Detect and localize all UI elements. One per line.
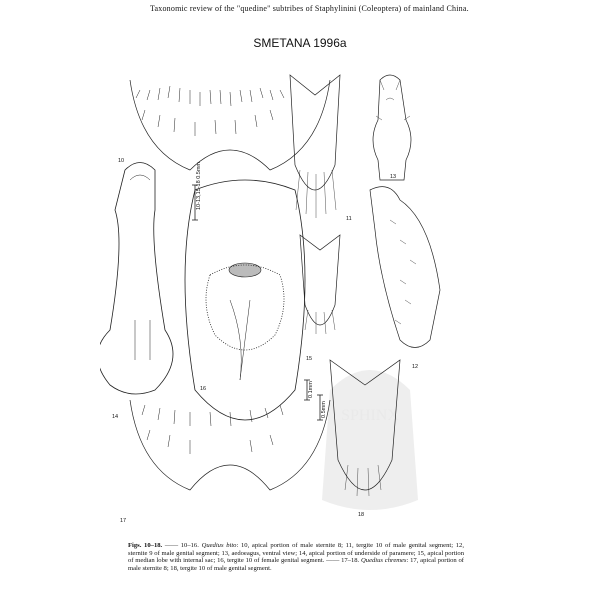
caption-species-2: Quedius chremes (361, 557, 407, 565)
figure-label-11: 11 (346, 216, 352, 222)
figure-label-16: 15 (306, 356, 313, 362)
plate-subtitle: SMETANA 1996a (253, 36, 347, 50)
figure-label-17: 17 (120, 518, 127, 524)
figure-label-18: 18 (358, 512, 365, 518)
caption-text-2: : 17, apical portion of male sternite 8; 18, tergite 10 of male genital segment. (128, 557, 465, 572)
figure-label-13: 14 (112, 414, 119, 420)
scale-label-2: 0.1mm (308, 381, 314, 398)
caption-species-1: Quedius bito (201, 542, 237, 549)
caption-text-1: : 10, apical portion of male sternite 8; 11, tergite 10 of male genital segment; 12, sternite 9 of male genital segment; 13, aedoeagus, ventral view; 14, apical portion of underside of paramere; 15, apical portion of median lobe with internal sac; 16, tergite 10 of female genital segment. —— 17–18. (128, 542, 464, 565)
figure-12 (370, 187, 440, 348)
running-head: Taxonomic review of the "quedine" subtribes of Staphylinini (Coleoptera) of mainland China. (150, 4, 469, 13)
scale-label-1: 10-13,15-18 0.5mm (196, 162, 202, 210)
scale-label-3: 0.5mm (321, 401, 327, 418)
figure-caption (128, 542, 464, 572)
caption-part1: —— 10–16. (164, 542, 199, 549)
figure-15 (185, 180, 305, 420)
figure-13 (100, 163, 173, 395)
caption-lead: Figs. 10–18. (128, 542, 163, 549)
figure-16 (300, 235, 340, 334)
figure-11 (290, 75, 340, 218)
figure-label-15: 16 (200, 386, 207, 392)
figure-plate (100, 60, 480, 540)
figure-label-14: 13 (390, 174, 397, 180)
figure-label-10: 10 (118, 158, 125, 164)
figure-10 (130, 80, 330, 170)
watermark-text: SPHINX (341, 407, 399, 424)
figure-14 (373, 75, 411, 180)
figure-17 (130, 400, 330, 490)
figure-label-12: 12 (412, 364, 419, 370)
